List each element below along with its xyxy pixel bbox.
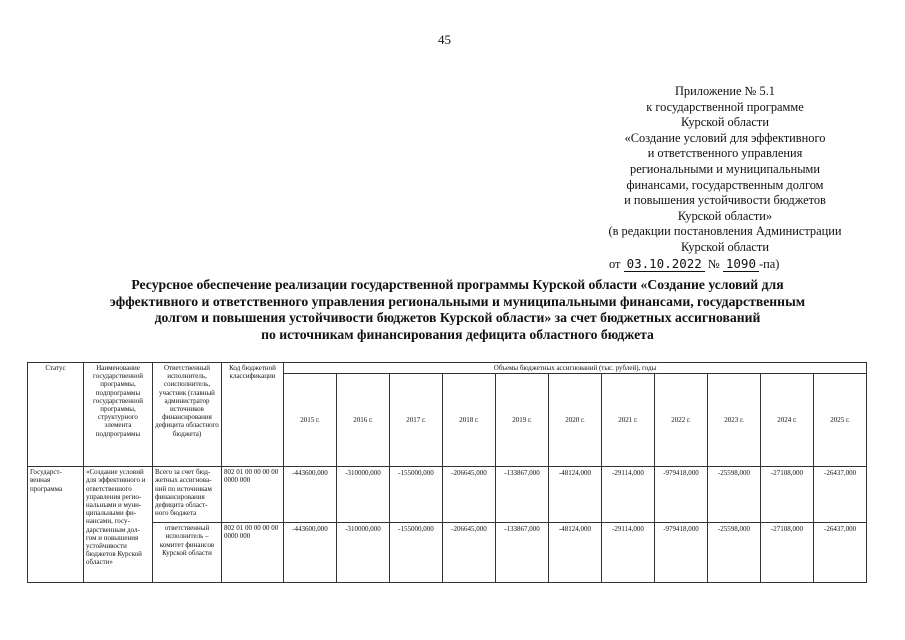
table-row [28, 523, 867, 583]
value-cell: -26437,000 [814, 467, 867, 523]
value-cell: -133867,000 [496, 467, 549, 523]
appendix-line: «Создание условий для эффективного [624, 130, 826, 145]
header-year: 2021 г. [602, 374, 655, 467]
order-prefix: от [609, 256, 621, 271]
appendix-line: Курской области» [677, 208, 773, 223]
appendix-line: и ответственного управления [647, 146, 803, 161]
appendix-block [585, 84, 865, 272]
appendix-line: финансами, государственным долгом [626, 177, 824, 192]
header-code: Код бюджетной классификации [222, 363, 284, 467]
value-cell: -48124,000 [549, 467, 602, 523]
executor-cell: Всего за счет бюд- жетных ассигнова- ний по источникам финансирования дефицита област- ного бюджета [153, 467, 222, 523]
value-cell: -310000,000 [337, 467, 390, 523]
executor-cell: ответственный исполнитель – комитет финансов Курской области [153, 523, 222, 583]
header-year: 2025 г. [814, 374, 867, 467]
header-year: 2024 г. [761, 374, 814, 467]
value-cell: -27108,000 [761, 467, 814, 523]
header-year: 2018 г. [443, 374, 496, 467]
header-volumes: Объемы бюджетных ассигнований (тыс. рублей), годы [284, 363, 867, 374]
header-status: Статус [28, 363, 84, 467]
header-row [28, 363, 867, 374]
order-suffix: -па) [758, 256, 780, 271]
value-cell: -29114,000 [602, 467, 655, 523]
value-cell: -443600,000 [284, 523, 337, 583]
title-line: Ресурсное обеспечение реализации государственной программы Курской области «Создание условий для [131, 277, 784, 292]
header-name: Наименование государственной программы, подпрограммы государственной программы, структурного элемента подпрограммы [84, 363, 153, 467]
order-date: 03.10.2022 [624, 256, 705, 272]
title-line: эффективного и ответственного управления региональными и муниципальными финансами, государственным [109, 293, 806, 309]
order-number-label: № [707, 256, 720, 271]
value-cell: -48124,000 [549, 523, 602, 583]
header-year: 2023 г. [708, 374, 761, 467]
program-name-cell: «Создание условий для эффективного и ответственного управления регио- нальными и муни- ципальными фи- нансами, госу- дарственным дол- гом и повышения устойчивости бюджетов Курской области» [84, 467, 153, 583]
value-cell: -155000,000 [390, 523, 443, 583]
appendix-line: к государственной программе [646, 99, 804, 114]
value-cell: -443600,000 [284, 467, 337, 523]
budget-table [27, 362, 867, 583]
header-year: 2022 г. [655, 374, 708, 467]
appendix-line: (в редакции постановления Администрации [608, 224, 842, 239]
order-number: 1090 [723, 256, 759, 272]
page-number: 45 [438, 32, 451, 47]
value-cell: -979418,000 [655, 467, 708, 523]
appendix-line: Приложение № 5.1 [674, 84, 775, 98]
value-cell: -29114,000 [602, 523, 655, 583]
value-cell: -133867,000 [496, 523, 549, 583]
value-cell: -25598,000 [708, 467, 761, 523]
value-cell: -27108,000 [761, 523, 814, 583]
appendix-line: Курской области [681, 239, 769, 254]
table-row [28, 467, 867, 523]
order-reference [585, 256, 865, 273]
title-line: долгом и повышения устойчивости бюджетов Курской области» за счет бюджетных ассигнований [154, 310, 761, 325]
code-cell: 802 01 00 00 00 00 0000 000 [222, 467, 284, 523]
code-cell: 802 01 00 00 00 00 0000 000 [222, 523, 284, 583]
value-cell: -25598,000 [708, 523, 761, 583]
header-year: 2017 г. [390, 374, 443, 467]
value-cell: -206645,000 [443, 523, 496, 583]
header-year: 2020 г. [549, 374, 602, 467]
appendix-line: Курской области [681, 115, 769, 130]
value-cell: -206645,000 [443, 467, 496, 523]
header-executor: Ответственный исполнитель, соисполнитель, участник (главный администратор источников финансирования дефицита областного бюджета) [153, 363, 222, 467]
value-cell: -26437,000 [814, 523, 867, 583]
header-year: 2015 г. [284, 374, 337, 467]
status-cell: Государст- венная программа [28, 467, 84, 583]
appendix-line: региональными и муниципальными [630, 161, 820, 176]
value-cell: -155000,000 [390, 467, 443, 523]
appendix-line: и повышения устойчивости бюджетов [624, 193, 826, 208]
value-cell: -310000,000 [337, 523, 390, 583]
title-line: по источникам финансирования дефицита областного бюджета [261, 326, 654, 342]
header-year: 2019 г. [496, 374, 549, 467]
value-cell: -979418,000 [655, 523, 708, 583]
header-year: 2016 г. [337, 374, 390, 467]
document-title [30, 277, 885, 343]
